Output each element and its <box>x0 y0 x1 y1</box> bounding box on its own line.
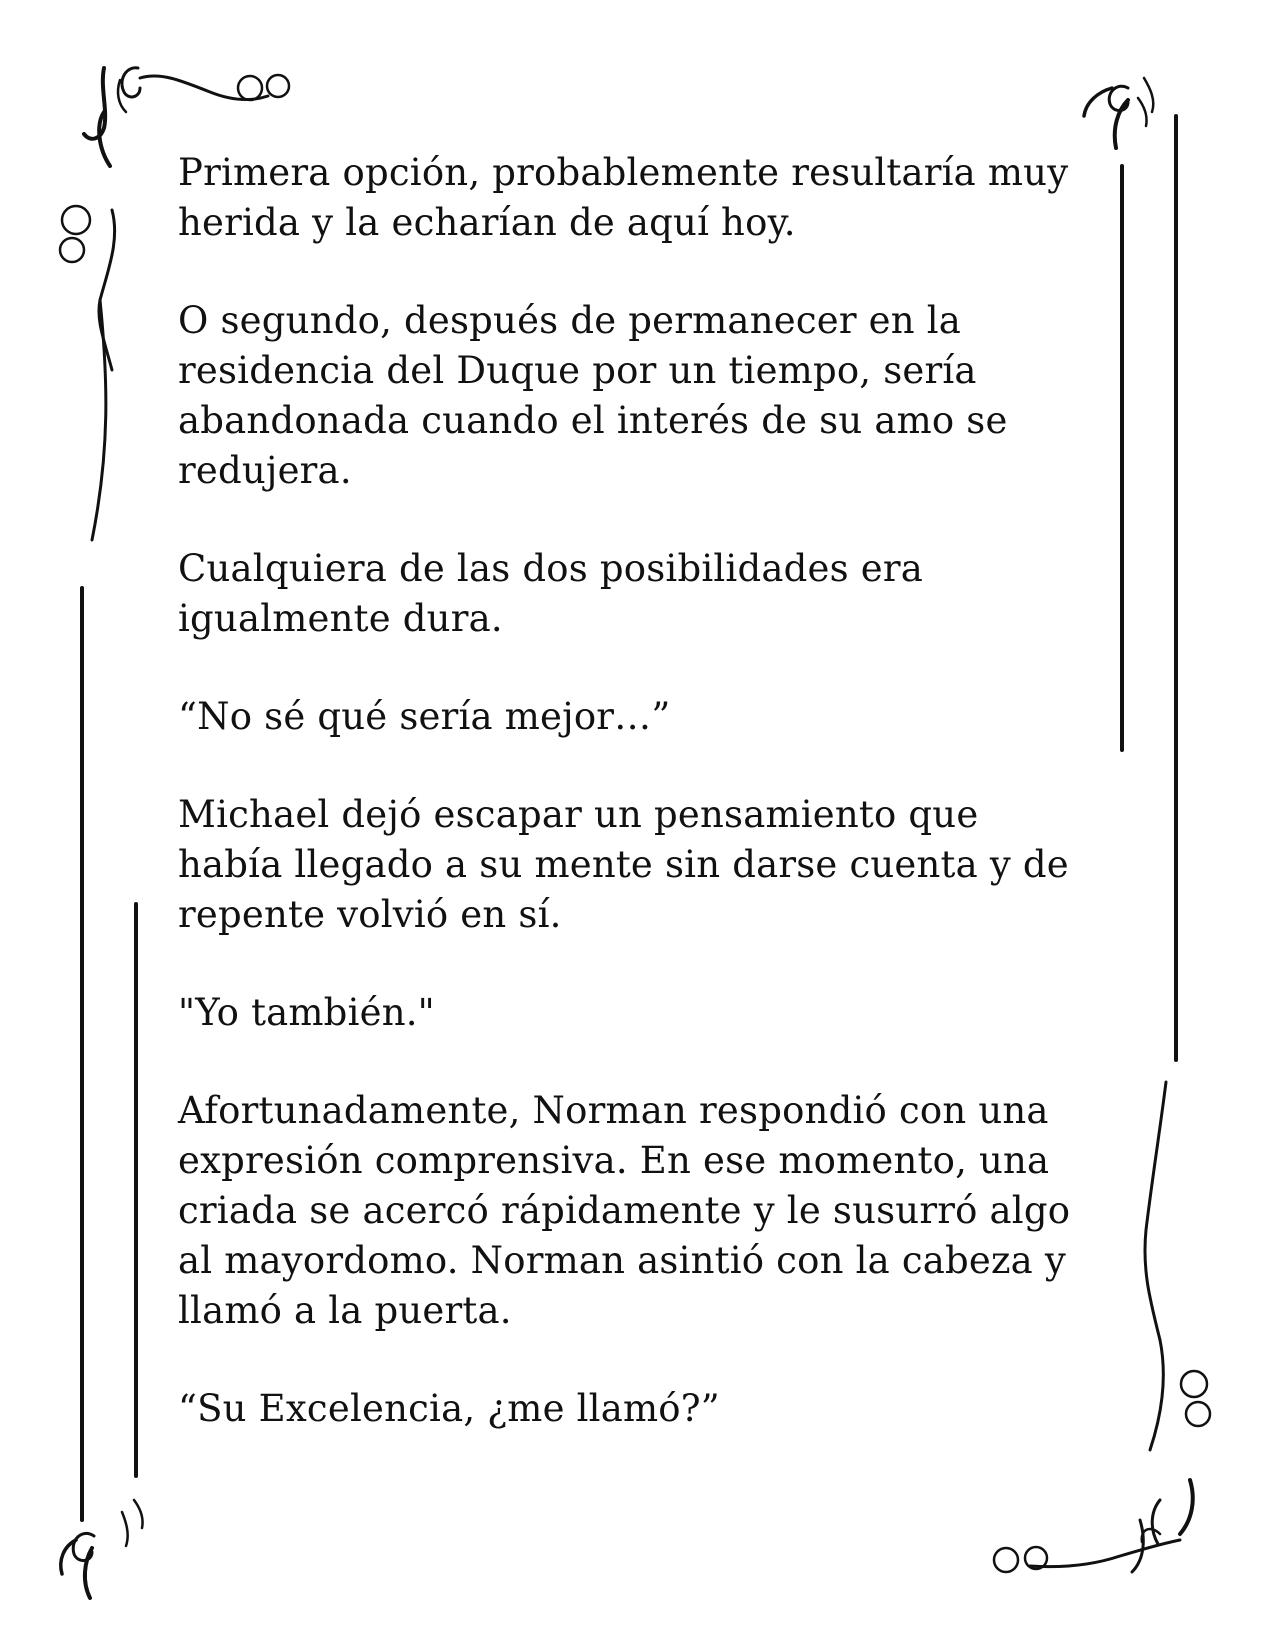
paragraph-line: Cualquiera de las dos posibilidades era <box>178 547 923 590</box>
paragraph-line: expresión comprensiva. En ese momento, una <box>178 1139 1050 1182</box>
story-text <box>178 148 1098 1482</box>
swirl-bottom-left-icon <box>61 1500 143 1598</box>
paragraph-line: redujera. <box>178 449 352 492</box>
paragraph-5 <box>178 790 1098 940</box>
paragraph-line: repente volvió en sí. <box>178 893 562 936</box>
paragraph-3 <box>178 544 1098 644</box>
paragraph-line: Michael dejó escapar un pensamiento que <box>178 793 979 836</box>
paragraph-line: “Su Excelencia, ¿me llamó?” <box>178 1387 720 1430</box>
paragraph-line: residencia del Duque por un tiempo, sería <box>178 349 977 392</box>
paragraph-line: herida y la echarían de aquí hoy. <box>178 201 796 244</box>
paragraph-line: igualmente dura. <box>178 597 503 640</box>
paragraph-line: criada se acercó rápidamente y le susurró algo <box>178 1189 1071 1232</box>
paragraph-7 <box>178 1086 1098 1336</box>
paragraph-line: al mayordomo. Norman asintió con la cabeza y <box>178 1239 1067 1282</box>
paragraph-1 <box>178 148 1098 248</box>
paragraph-line: llamó a la puerta. <box>178 1289 512 1332</box>
paragraph-line: Primera opción, probablemente resultaría muy <box>178 151 1069 194</box>
paragraph-2 <box>178 296 1098 496</box>
paragraph-line: abandonada cuando el interés de su amo se <box>178 399 1008 442</box>
paragraph-line: O segundo, después de permanecer en la <box>178 299 962 342</box>
paragraph-8 <box>178 1384 1098 1434</box>
paragraph-6 <box>178 988 1098 1038</box>
paragraph-4 <box>178 692 1098 742</box>
paragraph-line: Afortunadamente, Norman respondió con una <box>178 1089 1049 1132</box>
paragraph-line: había llegado a su mente sin darse cuenta y de <box>178 843 1069 886</box>
paragraph-line: “No sé qué sería mejor…” <box>178 695 671 738</box>
paragraph-line: "Yo también." <box>178 991 435 1034</box>
